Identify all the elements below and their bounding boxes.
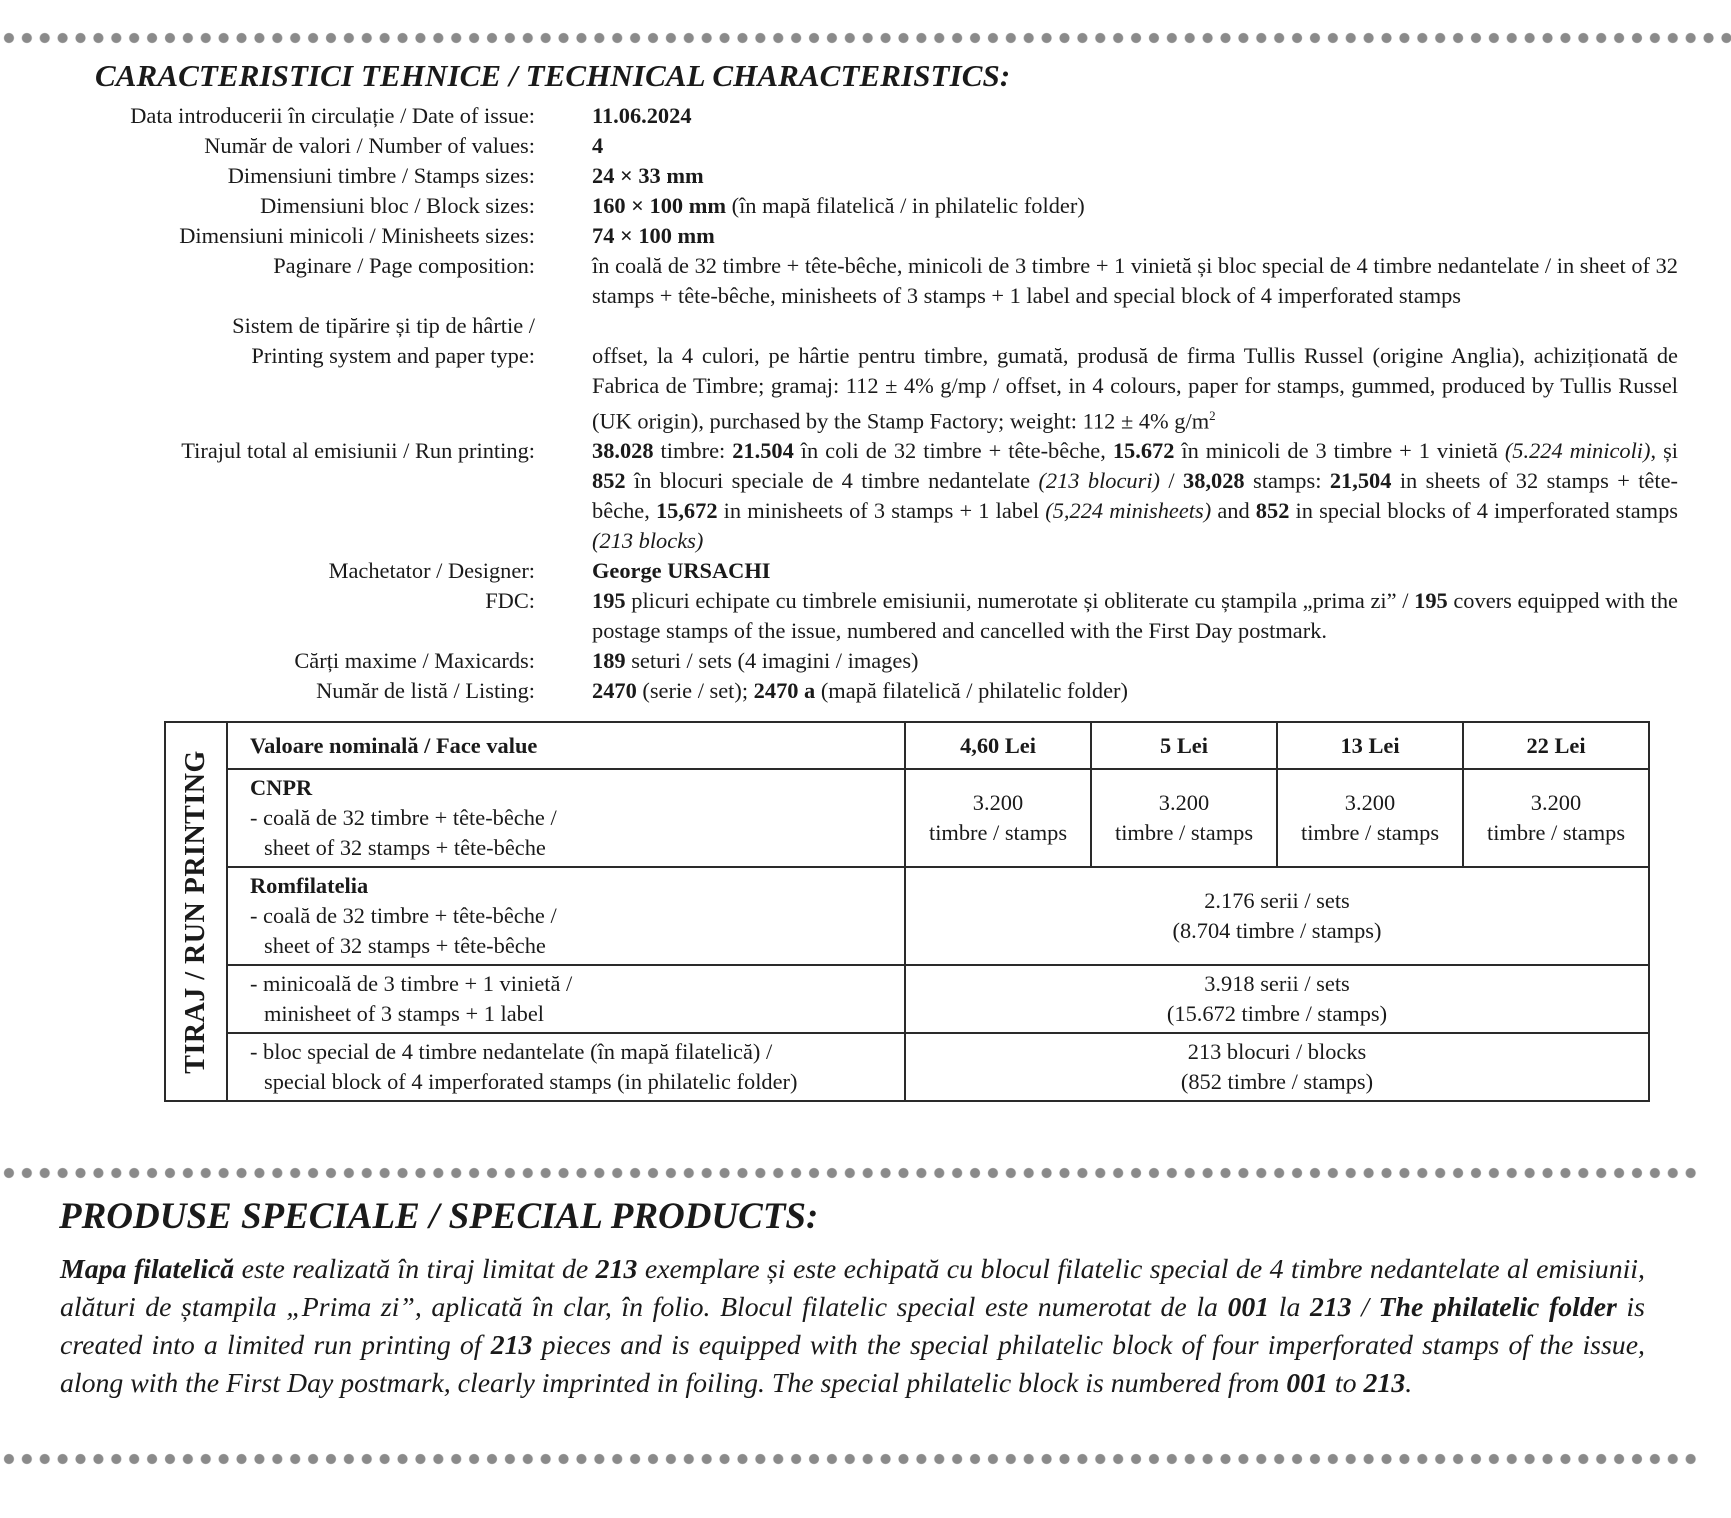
romfilatelia-line: sheet of 32 stamps + tête-bêche xyxy=(264,933,546,958)
spec-label-line: Sistem de tipărire și tip de hârtie / xyxy=(232,313,535,338)
run-text: in sheets of 32 stamps + tête-bêche, xyxy=(592,468,1678,524)
listing-num: 2470 xyxy=(592,678,637,704)
sp-bold: 213 xyxy=(1309,1292,1352,1323)
spec-label: FDC: xyxy=(485,588,535,614)
technical-characteristics-title: CARACTERISTICI TEHNICE / TECHNICAL CHARACTERISTICS: xyxy=(95,58,1011,93)
sp-bold: 001 xyxy=(1227,1292,1270,1323)
run-printing-table xyxy=(164,721,1650,1102)
spec-label: Data introducerii în circulație / Date of issue: xyxy=(130,103,535,128)
special-products-title: PRODUSE SPECIALE / SPECIAL PRODUCTS: xyxy=(59,1196,819,1237)
sp-text: / xyxy=(1351,1292,1379,1323)
fdc-text: covers equipped with the postage stamps of the issue, numbered and cancelled with the First Day postmark. xyxy=(592,588,1678,644)
sp-bold: 213 xyxy=(1363,1368,1406,1399)
minisheet-line: - minicoală de 3 timbre + 1 vinietă / xyxy=(250,971,573,996)
sp-text: la xyxy=(1269,1292,1310,1323)
printing-text: offset, la 4 culori, pe hârtie pentru timbre, gumată, produsă de firma Tullis Russel (origine Anglia), achiziționată de Fabrica de Timbre; gramaj: 112 ± 4% g/mp / offset, in 4 colours, paper for stamps, gummed, produced by Tullis Russel (UK origin), purchased by the Stamp Factory; weight: 112 ± 4% g/m xyxy=(592,343,1678,434)
qty-line: (8.704 timbre / stamps) xyxy=(1172,918,1382,943)
listing-num: 2470 a xyxy=(753,678,816,704)
spec-row-designer xyxy=(0,556,1731,586)
run-italic: (5,224 minisheets) xyxy=(1045,498,1212,524)
sp-bold: 213 xyxy=(490,1330,533,1361)
minisheet-line: minisheet of 3 stamps + 1 label xyxy=(264,1001,545,1026)
fdc-text: plicuri echipate cu timbrele emisiunii, numerotate și obliterate cu ștampila „prima zi” / xyxy=(625,588,1415,614)
spec-label xyxy=(0,311,535,436)
cnpr-qty: 3.200 xyxy=(1158,790,1210,815)
spec-label: Dimensiuni timbre / Stamps sizes: xyxy=(227,163,535,188)
spec-value xyxy=(592,311,1678,436)
run-text: în minicoli de 3 timbre + 1 vinietă xyxy=(1174,438,1505,464)
spec-label: Cărți maxime / Maxicards: xyxy=(294,648,535,674)
special-block-line: - bloc special de 4 timbre nedantelate (în mapă filatelică) / xyxy=(250,1039,773,1064)
run-num: 38.028 xyxy=(592,438,654,464)
spec-row-block-size xyxy=(0,191,1731,221)
face-value-4: 22 Lei xyxy=(1463,722,1649,769)
table-header-row xyxy=(165,722,1649,769)
listing-text: (serie / set); xyxy=(636,678,754,704)
spec-label: Număr de listă / Listing: xyxy=(316,678,535,704)
face-value-1: 4,60 Lei xyxy=(905,722,1091,769)
dotted-divider-top xyxy=(0,32,1731,44)
run-text: / xyxy=(1160,468,1184,494)
cnpr-line: - coală de 32 timbre + tête-bêche / xyxy=(250,805,557,830)
spec-label: Dimensiuni bloc / Block sizes: xyxy=(260,193,535,218)
minisheet-size-value: 74 × 100 mm xyxy=(592,223,715,248)
run-num: 38,028 xyxy=(1183,468,1245,494)
cnpr-line: sheet of 32 stamps + tête-bêche xyxy=(264,835,546,860)
spec-value xyxy=(592,586,1678,646)
spec-value: în coală de 32 timbre + tête-bêche, minicoli de 3 timbre + 1 vinietă și bloc special de 4 timbre nedantelate / in sheet of 32 stamps + tête-bêche, minisheets of 3 stamps + 1 label and special block of 4 imperforated stamps xyxy=(592,253,1678,308)
sp-bold: 001 xyxy=(1286,1368,1328,1399)
spec-row-page-composition xyxy=(0,251,1731,311)
run-num: 15,672 xyxy=(655,498,718,524)
cnpr-qty-cell xyxy=(1091,769,1277,867)
spec-value xyxy=(592,646,1678,676)
run-text: în coli de 32 timbre + tête-bêche, xyxy=(793,438,1113,464)
cnpr-description xyxy=(227,769,905,867)
run-text: timbre: xyxy=(653,438,733,464)
special-block-qty xyxy=(905,1033,1649,1101)
spec-row-maxicards xyxy=(0,646,1731,676)
spec-value xyxy=(592,101,1678,131)
spec-label: Dimensiuni minicoli / Minisheets sizes: xyxy=(179,223,535,248)
run-italic: (5.224 minicoli) xyxy=(1504,438,1651,464)
run-num: 21,504 xyxy=(1329,468,1392,494)
cnpr-qty: 3.200 xyxy=(1344,790,1396,815)
spec-row-stamp-size xyxy=(0,161,1731,191)
spec-row-minisheet-size xyxy=(0,221,1731,251)
cnpr-unit: timbre / stamps xyxy=(1300,820,1440,845)
spec-row-listing xyxy=(0,676,1731,706)
spec-value xyxy=(592,676,1678,706)
run-italic: (213 blocks) xyxy=(592,528,704,554)
sp-bold: The philatelic folder xyxy=(1378,1292,1617,1323)
romfilatelia-title: Romfilatelia xyxy=(250,873,369,898)
spec-row-printing xyxy=(0,311,1731,436)
romfilatelia-line: - coală de 32 timbre + tête-bêche / xyxy=(250,903,557,928)
side-label: TIRAJ / RUN PRINTING xyxy=(180,749,211,1074)
spec-label: Machetator / Designer: xyxy=(328,558,535,584)
sp-text: to xyxy=(1327,1368,1364,1399)
sp-bold: 213 xyxy=(595,1254,638,1285)
minisheet-qty xyxy=(905,965,1649,1033)
spec-row-date xyxy=(0,101,1731,131)
sp-text: exemplare și este echipată cu blocul filatelic special de 4 timbre nedantelate al emisiunii, alături de ștampila „Prima zi”, aplicată în clar, în folio. Blocul filatelic special este numerotat de la xyxy=(60,1254,1645,1323)
values-count: 4 xyxy=(592,133,604,158)
sp-bold: Mapa filatelică xyxy=(60,1254,235,1285)
date-value: 11.06.2024 xyxy=(592,103,692,128)
printing-superscript: 2 xyxy=(1209,408,1216,423)
cnpr-unit: timbre / stamps xyxy=(1114,820,1254,845)
run-num: 852 xyxy=(592,468,626,494)
special-products-text xyxy=(60,1251,1645,1403)
block-size-note: (în mapă filatelică / in philatelic folder) xyxy=(726,193,1085,218)
run-text: in special blocks of 4 imperforated stamps xyxy=(1289,498,1678,524)
cnpr-qty-cell xyxy=(1463,769,1649,867)
designer-name: George URSACHI xyxy=(592,558,771,584)
sp-text: este realizată în tiraj limitat de xyxy=(234,1254,596,1285)
table-row-romfilatelia-sheet xyxy=(165,867,1649,965)
run-num: 21.504 xyxy=(732,438,794,464)
header-face-value-label: Valoare nominală / Face value xyxy=(227,722,905,769)
sp-text: pieces and is equipped with the special philatelic block of four imperforated stamps of the issue, along with the First Day postmark, clearly imprinted in foiling. The special philatelic block is numbered from xyxy=(60,1330,1645,1399)
spec-value xyxy=(592,221,1678,251)
run-num: 15.672 xyxy=(1112,438,1175,464)
sp-text: . xyxy=(1405,1368,1413,1399)
spec-value xyxy=(592,436,1678,556)
qty-line: 213 blocuri / blocks xyxy=(1187,1039,1367,1064)
spec-value xyxy=(592,556,1678,586)
spec-value xyxy=(592,191,1678,221)
table-row-special-block xyxy=(165,1033,1649,1101)
special-block-description xyxy=(227,1033,905,1101)
spec-label: Număr de valori / Number of values: xyxy=(204,133,535,158)
spec-row-values xyxy=(0,131,1731,161)
qty-line: 3.918 serii / sets xyxy=(1204,971,1350,996)
qty-line: (852 timbre / stamps) xyxy=(1180,1069,1374,1094)
run-text: and xyxy=(1211,498,1256,524)
cnpr-unit: timbre / stamps xyxy=(928,820,1068,845)
cnpr-qty: 3.200 xyxy=(972,790,1024,815)
cnpr-qty-cell xyxy=(905,769,1091,867)
spec-label-line: Printing system and paper type: xyxy=(251,343,535,368)
run-text: în blocuri speciale de 4 timbre nedantelate xyxy=(625,468,1039,494)
fdc-num: 195 xyxy=(592,588,626,614)
cnpr-qty-cell xyxy=(1277,769,1463,867)
sp-text: is created into a limited run printing of xyxy=(60,1292,1645,1361)
spec-row-run-printing xyxy=(0,436,1731,556)
spec-label: Paginare / Page composition: xyxy=(273,253,535,278)
face-value-3: 13 Lei xyxy=(1277,722,1463,769)
table-row-cnpr xyxy=(165,769,1649,867)
block-size-value: 160 × 100 mm xyxy=(592,193,727,218)
maxi-num: 189 xyxy=(592,648,626,674)
romfilatelia-description xyxy=(227,867,905,965)
face-value-2: 5 Lei xyxy=(1091,722,1277,769)
side-label-cell xyxy=(165,722,227,1101)
special-block-line: special block of 4 imperforated stamps (in philatelic folder) xyxy=(264,1069,798,1094)
spec-value xyxy=(592,131,1678,161)
cnpr-unit: timbre / stamps xyxy=(1486,820,1626,845)
run-text: , și xyxy=(1650,438,1678,464)
qty-line: 2.176 serii / sets xyxy=(1204,888,1350,913)
qty-line: (15.672 timbre / stamps) xyxy=(1166,1001,1388,1026)
cnpr-title: CNPR xyxy=(250,775,313,800)
table-row-minisheet xyxy=(165,965,1649,1033)
specs-list xyxy=(0,101,1731,706)
dotted-divider-bottom xyxy=(0,1453,1700,1465)
fdc-num: 195 xyxy=(1414,588,1448,614)
stamps-size-value: 24 × 33 mm xyxy=(592,163,704,188)
cnpr-qty: 3.200 xyxy=(1530,790,1582,815)
run-text: in minisheets of 3 stamps + 1 label xyxy=(717,498,1046,524)
run-italic: (213 blocuri) xyxy=(1038,468,1161,494)
romfilatelia-sheet-qty xyxy=(905,867,1649,965)
spec-value xyxy=(592,161,1678,191)
listing-text: (mapă filatelică / philatelic folder) xyxy=(815,678,1128,704)
minisheet-description xyxy=(227,965,905,1033)
run-num: 852 xyxy=(1255,498,1290,524)
run-text: stamps: xyxy=(1244,468,1330,494)
spec-label: Tirajul total al emisiunii / Run printing: xyxy=(181,438,535,464)
spec-row-fdc xyxy=(0,586,1731,646)
maxi-text: seturi / sets (4 imagini / images) xyxy=(625,648,919,674)
dotted-divider-middle xyxy=(0,1167,1700,1179)
